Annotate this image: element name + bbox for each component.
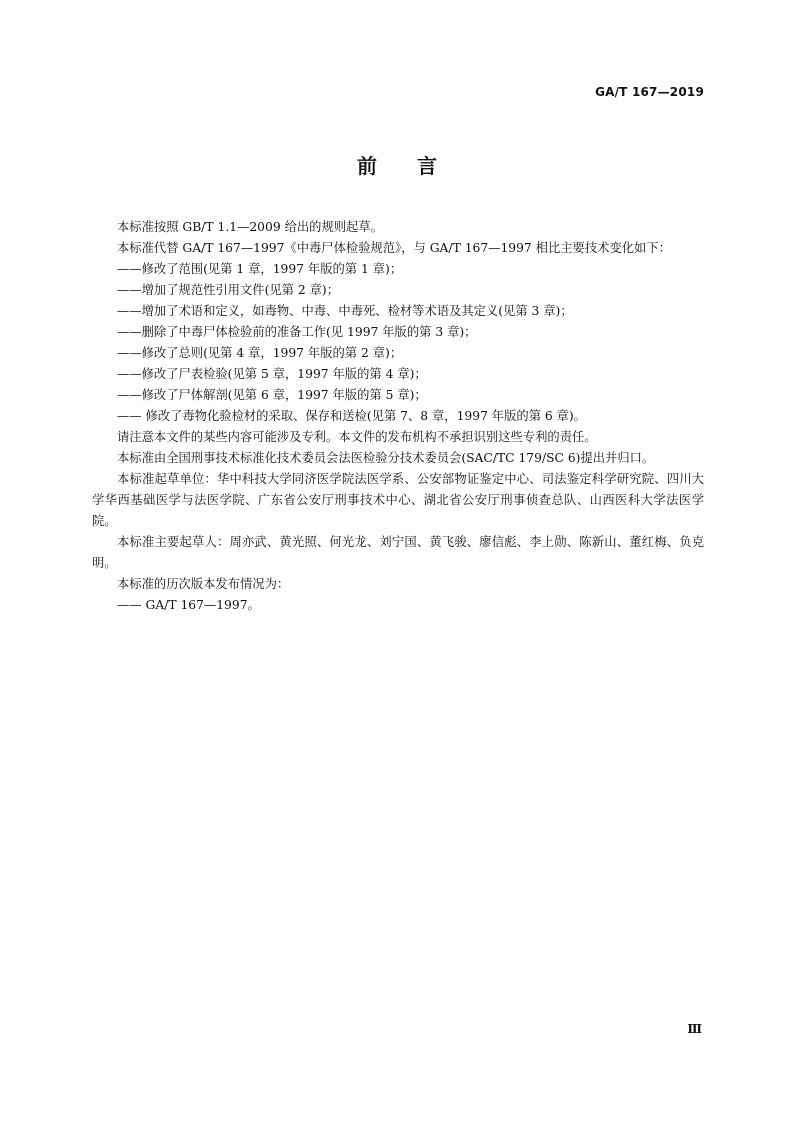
change-item-scope: ——修改了范围(见第 1 章，1997 年版的第 1 章)；	[117, 262, 403, 276]
paragraph-drafters: 本标准主要起草人：周亦武、黄光照、何光龙、刘宁国、黄飞骏、廖信彪、李上勋、陈新山、董红梅、负克明。	[92, 535, 704, 570]
paragraph-replacement: 本标准代替 GA/T 167—1997《中毒尸体检验规范》，与 GA/T 167—1997 相比主要技术变化如下：	[117, 241, 671, 255]
change-item-terms: ——增加了术语和定义，如毒物、中毒、中毒死、检材等术语及其定义(见第 3 章)；	[117, 304, 573, 318]
history-item: —— GA/T 167—1997。	[117, 598, 260, 612]
paragraph-history-intro: 本标准的历次版本发布情况为：	[117, 577, 290, 591]
change-item-external-exam: ——修改了尸表检验(见第 5 章，1997 年版的第 4 章)；	[117, 367, 427, 381]
paragraph-patent-notice: 请注意本文件的某些内容可能涉及专利。本文件的发布机构不承担识别这些专利的责任。	[117, 430, 597, 444]
paragraph-drafting-units: 本标准起草单位：华中科技大学同济医学院法医学系、公安部物证鉴定中心、司法鉴定科学研究院、四川大学华西基础医学与法医学院、广东省公安厅刑事技术中心、湖北省公安厅刑事侦查总队、山西医科大学法医学院。	[92, 472, 704, 528]
page-title: 前言	[357, 154, 477, 178]
paragraph-drafting-rules: 本标准按照 GB/T 1.1—2009 给出的规则起草。	[117, 220, 383, 234]
change-item-general: ——修改了总则(见第 4 章，1997 年版的第 2 章)；	[117, 346, 403, 360]
change-item-references: ——增加了规范性引用文件(见第 2 章)；	[117, 283, 339, 297]
change-item-preparation: ——删除了中毒尸体检验前的准备工作(见 1997 年版的第 3 章)；	[117, 325, 477, 339]
document-body	[92, 217, 704, 616]
change-item-autopsy: ——修改了尸体解剖(见第 6 章，1997 年版的第 5 章)；	[117, 388, 427, 402]
page-number: Ⅲ	[687, 1022, 702, 1036]
paragraph-proposed-by: 本标准由全国刑事技术标准化技术委员会法医检验分技术委员会(SAC/TC 179/SC 6)提出并归口。	[117, 451, 655, 465]
document-code: GA/T 167—2019	[595, 85, 704, 99]
change-item-samples: —— 修改了毒物化验检材的采取、保存和送检(见第 7、8 章，1997 年版的第 6 章)。	[117, 409, 587, 423]
